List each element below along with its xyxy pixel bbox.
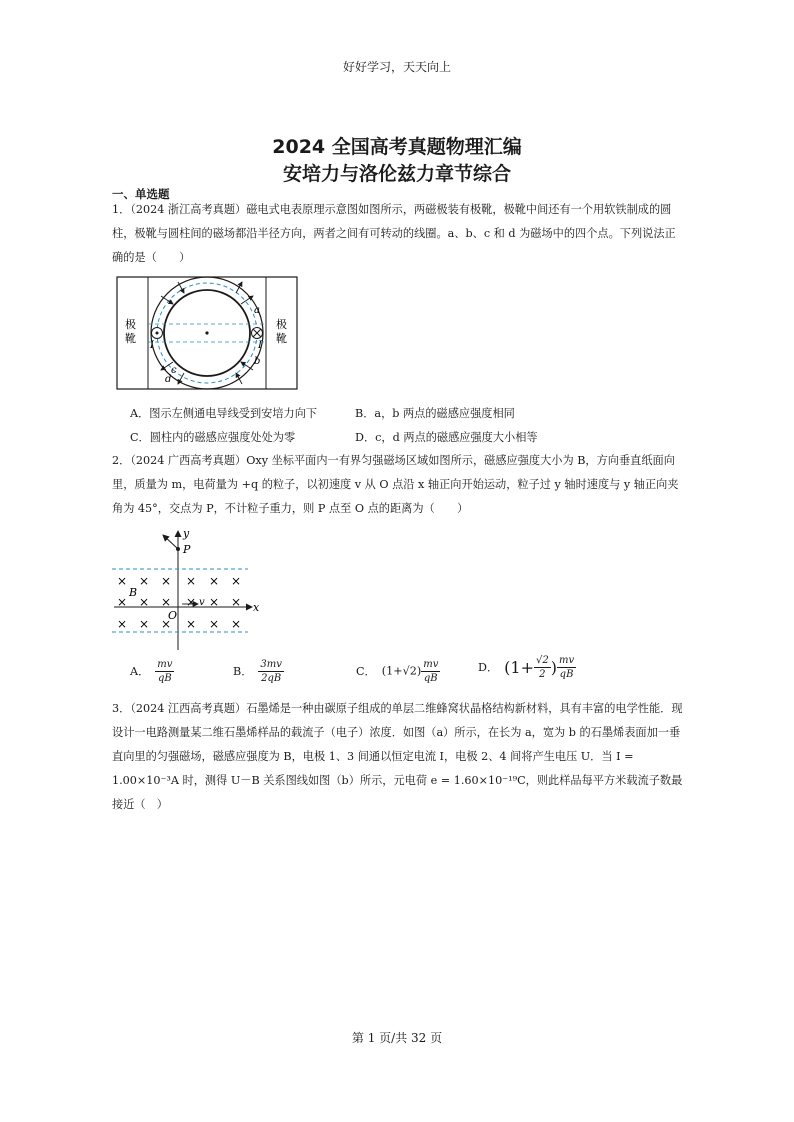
svg-text:×: × [139, 595, 150, 609]
svg-text:×: × [161, 595, 172, 609]
current-right-label: I [258, 340, 262, 351]
svg-text:×: × [209, 595, 220, 609]
velocity-at-p [163, 535, 178, 549]
q1-option-d: D．c，d 两点的磁感应强度大小相等 [355, 431, 538, 444]
b-label: B [129, 586, 138, 599]
svg-text:×: × [139, 617, 150, 631]
point-d-label: d [165, 374, 172, 385]
doc-subtitle: 安培力与洛伦兹力章节综合 [282, 163, 511, 185]
section-heading: 一、单选题 [112, 187, 170, 201]
svg-text:×: × [117, 574, 128, 588]
svg-text:×: × [117, 617, 128, 631]
origin-label: O [168, 609, 178, 622]
svg-text:×: × [231, 617, 242, 631]
right-pole-label-1: 极 [276, 318, 287, 331]
q1-option-b: B．a，b 两点的磁感应强度相同 [355, 407, 515, 420]
field-crosses [117, 574, 241, 631]
svg-text:×: × [209, 617, 220, 631]
v-label: v [199, 597, 205, 608]
svg-text:×: × [209, 574, 220, 588]
point-c-label: c [171, 365, 177, 376]
figure-magnetic-field-region [112, 525, 262, 650]
point-p [176, 547, 180, 551]
svg-text:×: × [161, 617, 172, 631]
svg-text:×: × [117, 595, 128, 609]
svg-text:×: × [231, 595, 242, 609]
page-footer: 第 1 页/共 32 页 [351, 1031, 443, 1045]
svg-text:×: × [161, 574, 172, 588]
doc-title: 2024 全国高考真题物理汇编 [272, 136, 522, 158]
q2-option-b: B． $\frac{3mv}{2qB}$ [233, 659, 282, 684]
svg-text:×: × [231, 574, 242, 588]
svg-text:×: × [186, 617, 197, 631]
question-1-text: 1．（2024 浙江高考真题）磁电式电表原理示意图如图所示，两磁极装有极靴，极靴中间还有一个用软铁制成的圆柱，极靴与圆柱间的磁场都沿半径方向，两者之间有可转动的线圈。a、b、c 和 d 为磁场中的四个点。下列说法正确的是（ ） [112, 203, 676, 264]
x-axis-label: x [253, 601, 260, 614]
left-pole-label-2: 靴 [125, 332, 136, 345]
q2-option-a: A． $\frac{mv}{qB}$ [130, 659, 173, 684]
q1-option-c: C．圆柱内的磁感应强度处处为零 [130, 431, 296, 444]
svg-text:×: × [139, 574, 150, 588]
question-2-text: 2．（2024 广西高考真题）Oxy 坐标平面内一有界匀强磁场区域如图所示，磁感应强度大小为 B，方向垂直纸面向里，质量为 m，电荷量为 +q 的粒子，以初速度 v 从 O 点沿 x 轴正向开始运动，粒子过 y 轴时速度与 y 轴正向夹角为 45°，交点为 P，不计粒子重力，则 P 点至 O 点的距离为（ ） [112, 454, 679, 515]
left-pole-label-1: 极 [125, 318, 136, 331]
q2-option-d: D． (1+ $\frac{√2}{2}$ ) $\frac{mv}{qB}$ [478, 655, 575, 680]
q2-option-c: C． (1+√2) $\frac{mv}{qB}$ [356, 659, 439, 684]
point-b-label: b [254, 356, 261, 367]
page-header: 好好学习，天天向上 [342, 60, 451, 74]
q1-option-a: A．图示左侧通电导线受到安培力向下 [130, 407, 318, 420]
y-axis-label: y [183, 527, 190, 540]
svg-text:×: × [186, 595, 197, 609]
svg-text:×: × [186, 574, 197, 588]
right-pole-label-2: 靴 [276, 332, 287, 345]
p-label: P [183, 543, 191, 556]
point-a-label: a [254, 305, 260, 316]
current-left-label: I [150, 340, 154, 351]
question-3-text: 3．（2024 江西高考真题）石墨烯是一种由碳原子组成的单层二维蜂窝状晶格结构新材料，具有丰富的电学性能．现设计一电路测量某二维石墨烯样品的载流子（电子）浓度．如图（a）所示，在长为 a，宽为 b 的石墨烯表面加一垂直向里的匀强磁场，磁感应强度为 B，电极 1、3 间通以恒定电流 I，电极 2、4 间将产生电压 U．当 I = 1.00×10⁻³A 时，测得 U－B 关系图线如图（b）所示，元电荷 e = 1.60×10⁻¹⁹C，则此样品每平方米载流子数最接近（ ） [112, 702, 683, 811]
figure-magnetic-meter [116, 276, 298, 390]
